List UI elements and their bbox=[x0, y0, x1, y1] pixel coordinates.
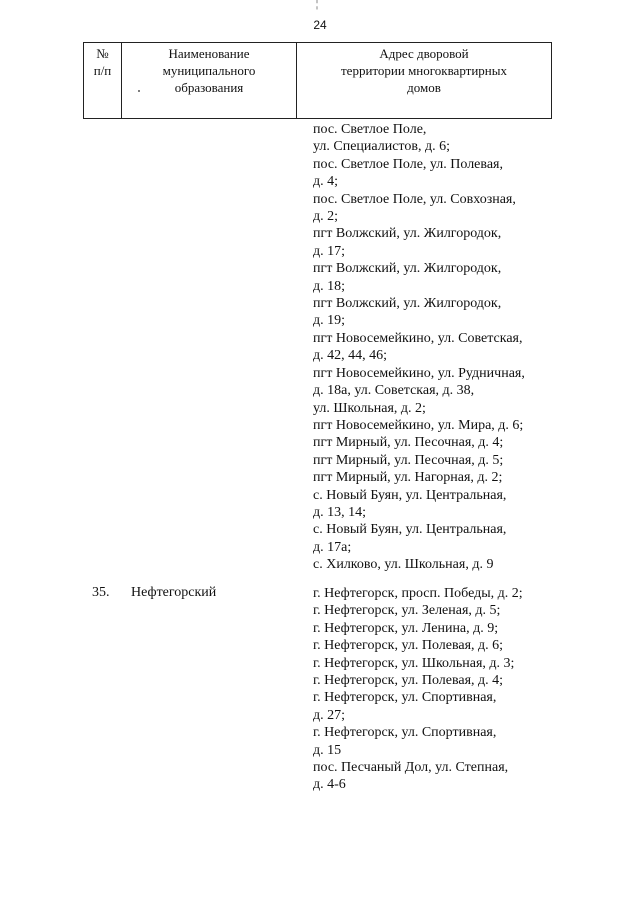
address-line: пгт Волжский, ул. Жилгородок, bbox=[313, 296, 502, 312]
page-number: 24 bbox=[313, 18, 327, 32]
continued-address-list bbox=[313, 121, 573, 574]
address-line: ул. Школьная, д. 2; bbox=[313, 400, 426, 416]
table-header bbox=[83, 42, 552, 119]
row-35-municipality-name: Нефтегорский bbox=[131, 585, 217, 600]
address-line: пгт Новосемейкино, ул. Рудничная, bbox=[313, 365, 525, 381]
address-line: с. Хилково, ул. Школьная, д. 9 bbox=[313, 557, 494, 573]
address-line: г. Нефтегорск, просп. Победы, д. 2; bbox=[313, 586, 523, 601]
address-line: д. 15 bbox=[313, 742, 342, 758]
address-line: д. 13, 14; bbox=[313, 504, 367, 520]
address-line: д. 4; bbox=[313, 174, 339, 190]
address-line: пгт Новосемейкино, ул. Мира, д. 6; bbox=[313, 417, 524, 433]
address-line: д. 17а; bbox=[313, 539, 352, 555]
header-name-cell: Наименование муниципального образования bbox=[122, 43, 297, 119]
address-line: с. Новый Буян, ул. Центральная, bbox=[313, 522, 507, 538]
address-line: д. 17; bbox=[313, 243, 346, 259]
address-line: г. Нефтегорск, ул. Школьная, д. 3; bbox=[313, 655, 515, 671]
address-line: пгт Мирный, ул. Нагорная, д. 2; bbox=[313, 470, 503, 486]
address-line: пгт Мирный, ул. Песочная, д. 5; bbox=[313, 452, 504, 468]
address-line: д. 2; bbox=[313, 209, 339, 225]
address-line: пгт Новосемейкино, ул. Советская, bbox=[313, 330, 523, 346]
header-num-cell: № п/п bbox=[84, 43, 122, 119]
address-line: д. 18а, ул. Советская, д. 38, bbox=[313, 383, 475, 399]
address-line: пгт Волжский, ул. Жилгородок, bbox=[313, 261, 502, 277]
row-35-number: 35. bbox=[92, 585, 110, 600]
top-margin-mark: ¦ bbox=[316, 0, 319, 10]
address-line: г. Нефтегорск, ул. Ленина, д. 9; bbox=[313, 620, 499, 636]
address-line: пос. Светлое Поле, ул. Совхозная, bbox=[313, 191, 516, 207]
address-line: г. Нефтегорск, ул. Зеленая, д. 5; bbox=[313, 603, 501, 619]
address-line: д. 18; bbox=[313, 278, 346, 294]
address-line: г. Нефтегорск, ул. Полевая, д. 6; bbox=[313, 638, 504, 654]
address-line: пос. Песчаный Дол, ул. Степная, bbox=[313, 760, 509, 776]
address-line: д. 27; bbox=[313, 707, 346, 723]
address-line: пгт Волжский, ул. Жилгородок, bbox=[313, 226, 502, 242]
address-line: ул. Специалистов, д. 6; bbox=[313, 139, 450, 155]
address-line: пгт Мирный, ул. Песочная, д. 4; bbox=[313, 435, 504, 451]
address-line: г. Нефтегорск, ул. Спортивная, bbox=[313, 690, 497, 706]
address-line: г. Нефтегорск, ул. Полевая, д. 4; bbox=[313, 673, 504, 689]
address-line: пос. Светлое Поле, ул. Полевая, bbox=[313, 156, 503, 172]
address-line: пос. Светлое Поле, bbox=[313, 122, 427, 137]
row-35-address-list bbox=[313, 585, 573, 794]
address-line: д. 19; bbox=[313, 313, 346, 329]
address-line: д. 42, 44, 46; bbox=[313, 348, 388, 364]
scan-speck bbox=[138, 90, 140, 92]
address-line: с. Новый Буян, ул. Центральная, bbox=[313, 487, 507, 503]
address-line: д. 4-6 bbox=[313, 777, 346, 793]
address-line: г. Нефтегорск, ул. Спортивная, bbox=[313, 725, 497, 741]
header-address-cell: Адрес дворовой территории многоквартирных домов bbox=[297, 43, 552, 119]
